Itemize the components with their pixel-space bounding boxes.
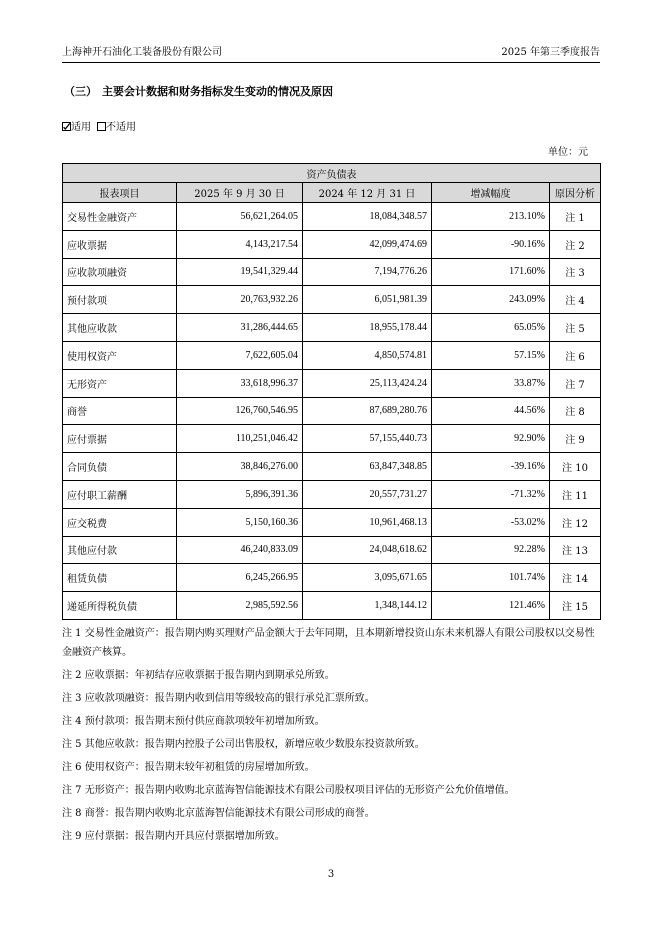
note-item: 注 1 交易性金融资产：报告期内购买理财产品金额大于去年同期，且本期新增投资山东未来机器人有限公司股权以交易性金融资产核算。 <box>62 628 595 658</box>
cell-reason: 注 11 <box>550 480 601 508</box>
cell-item: 应付票据 <box>63 425 177 453</box>
applicability-line <box>62 121 136 135</box>
cell-prior: 57,155,440.73 <box>303 425 432 453</box>
table-row <box>63 258 601 286</box>
cell-prior: 20,557,731.27 <box>303 480 432 508</box>
table-row <box>63 369 601 397</box>
cell-change: -39.16% <box>432 453 550 481</box>
cell-current: 31,286,444.65 <box>177 314 303 342</box>
unit-label: 单位：元 <box>548 147 588 158</box>
cell-prior: 10,961,468.13 <box>303 508 432 536</box>
header-company: 上海神开石油化工装备股份有限公司 <box>62 47 222 58</box>
cell-prior: 42,099,474.69 <box>303 230 432 258</box>
section-number: （三） <box>64 85 97 98</box>
header-report-title: 2025 年第三季度报告 <box>501 47 600 58</box>
cell-change: 44.56% <box>432 397 550 425</box>
cell-current: 46,240,833.09 <box>177 536 303 564</box>
cell-change: 101.74% <box>432 564 550 592</box>
table-row <box>63 536 601 564</box>
cell-reason: 注 3 <box>550 258 601 286</box>
cell-prior: 18,955,178.44 <box>303 314 432 342</box>
cell-item: 其他应收款 <box>63 314 177 342</box>
cell-item: 合同负债 <box>63 453 177 481</box>
checkbox-checked-icon <box>62 122 71 133</box>
table-header-row <box>63 183 601 203</box>
cell-reason: 注 9 <box>550 425 601 453</box>
column-header-change: 增减幅度 <box>432 183 550 203</box>
balance-sheet-table <box>62 163 601 620</box>
cell-item: 应付职工薪酬 <box>63 480 177 508</box>
cell-current: 20,763,932.26 <box>177 286 303 314</box>
cell-prior: 1,348,144.12 <box>303 592 432 620</box>
note-item: 注 3 应收款项融资：报告期内收到信用等级较高的银行承兑汇票所致。 <box>62 693 375 704</box>
cell-item: 使用权资产 <box>63 341 177 369</box>
table-row <box>63 592 601 620</box>
cell-item: 递延所得税负债 <box>63 592 177 620</box>
checkbox-unchecked-icon <box>97 122 106 133</box>
cell-prior: 3,095,671.65 <box>303 564 432 592</box>
cell-change: 92.90% <box>432 425 550 453</box>
cell-change: 33.87% <box>432 369 550 397</box>
cell-reason: 注 14 <box>550 564 601 592</box>
cell-current: 5,150,160.36 <box>177 508 303 536</box>
cell-item: 应收款项融资 <box>63 258 177 286</box>
cell-change: -53.02% <box>432 508 550 536</box>
cell-reason: 注 13 <box>550 536 601 564</box>
cell-current: 5,896,391.36 <box>177 480 303 508</box>
cell-item: 无形资产 <box>63 369 177 397</box>
column-header-item: 报表项目 <box>63 183 177 203</box>
cell-current: 38,846,276.00 <box>177 453 303 481</box>
table-row <box>63 508 601 536</box>
cell-item: 租赁负债 <box>63 564 177 592</box>
note-item: 注 9 应付票据：报告期内开具应付票据增加所致。 <box>62 831 285 842</box>
cell-change: 65.05% <box>432 314 550 342</box>
section-heading <box>64 84 333 100</box>
cell-reason: 注 10 <box>550 453 601 481</box>
cell-current: 110,251,046.42 <box>177 425 303 453</box>
cell-prior: 24,048,618.62 <box>303 536 432 564</box>
table-body <box>63 203 601 620</box>
page-number: 3 <box>327 869 335 880</box>
cell-prior: 87,689,280.76 <box>303 397 432 425</box>
notes-section <box>62 624 600 850</box>
cell-prior: 6,051,981.39 <box>303 286 432 314</box>
table-row <box>63 397 601 425</box>
cell-item: 商誉 <box>63 397 177 425</box>
table-caption: 资产负债表 <box>63 164 601 183</box>
cell-change: -71.32% <box>432 480 550 508</box>
applicable-label: 适用 <box>71 122 91 133</box>
cell-item: 应收票据 <box>63 230 177 258</box>
note-item: 注 4 预付款项：报告期末预付供应商款项较年初增加所致。 <box>62 716 325 727</box>
cell-change: 121.46% <box>432 592 550 620</box>
table-row <box>63 425 601 453</box>
header-divider <box>62 62 600 63</box>
table-row <box>63 203 601 231</box>
cell-prior: 18,084,348.57 <box>303 203 432 231</box>
cell-reason: 注 4 <box>550 286 601 314</box>
table-row <box>63 314 601 342</box>
cell-prior: 63,847,348.85 <box>303 453 432 481</box>
cell-change: 57.15% <box>432 341 550 369</box>
cell-current: 2,985,592.56 <box>177 592 303 620</box>
cell-current: 126,760,546.95 <box>177 397 303 425</box>
column-header-prior: 2024 年 12 月 31 日 <box>303 183 432 203</box>
note-item: 注 5 其他应收款：报告期内控股子公司出售股权，新增应收少数股东投资款所致。 <box>62 739 425 750</box>
note-item: 注 6 使用权资产：报告期末较年初租赁的房屋增加所致。 <box>62 762 315 773</box>
cell-reason: 注 2 <box>550 230 601 258</box>
column-header-current: 2025 年 9 月 30 日 <box>177 183 303 203</box>
cell-item: 预付款项 <box>63 286 177 314</box>
cell-change: 92.28% <box>432 536 550 564</box>
cell-reason: 注 12 <box>550 508 601 536</box>
cell-change: 171.60% <box>432 258 550 286</box>
note-item: 注 8 商誉：报告期内收购北京蓝海智信能源技术有限公司形成的商誉。 <box>62 808 375 819</box>
cell-current: 56,621,264.05 <box>177 203 303 231</box>
cell-current: 7,622,605.04 <box>177 341 303 369</box>
cell-item: 应交税费 <box>63 508 177 536</box>
table-caption-row <box>63 164 601 183</box>
table-row <box>63 453 601 481</box>
not-applicable-label: 不适用 <box>106 122 136 133</box>
cell-prior: 4,850,574.81 <box>303 341 432 369</box>
section-title: 主要会计数据和财务指标发生变动的情况及原因 <box>102 85 333 98</box>
table-row <box>63 341 601 369</box>
table-row <box>63 480 601 508</box>
table-row <box>63 564 601 592</box>
note-item: 注 7 无形资产：报告期内收购北京蓝海智信能源技术有限公司股权项目评估的无形资产公允价值增值。 <box>62 785 515 796</box>
cell-current: 19,541,329.44 <box>177 258 303 286</box>
cell-current: 4,143,217.54 <box>177 230 303 258</box>
cell-item: 其他应付款 <box>63 536 177 564</box>
column-header-reason: 原因分析 <box>550 183 601 203</box>
cell-current: 6,245,266.95 <box>177 564 303 592</box>
cell-change: 213.10% <box>432 203 550 231</box>
cell-reason: 注 8 <box>550 397 601 425</box>
table-row <box>63 286 601 314</box>
cell-prior: 25,113,424.24 <box>303 369 432 397</box>
cell-change: 243.09% <box>432 286 550 314</box>
cell-reason: 注 5 <box>550 314 601 342</box>
cell-current: 33,618,996.37 <box>177 369 303 397</box>
cell-reason: 注 15 <box>550 592 601 620</box>
table-row <box>63 230 601 258</box>
note-item: 注 2 应收票据：年初结存应收票据于报告期内到期承兑所致。 <box>62 670 335 681</box>
cell-reason: 注 7 <box>550 369 601 397</box>
cell-reason: 注 6 <box>550 341 601 369</box>
cell-prior: 7,194,776.26 <box>303 258 432 286</box>
cell-change: -90.16% <box>432 230 550 258</box>
cell-reason: 注 1 <box>550 203 601 231</box>
cell-item: 交易性金融资产 <box>63 203 177 231</box>
